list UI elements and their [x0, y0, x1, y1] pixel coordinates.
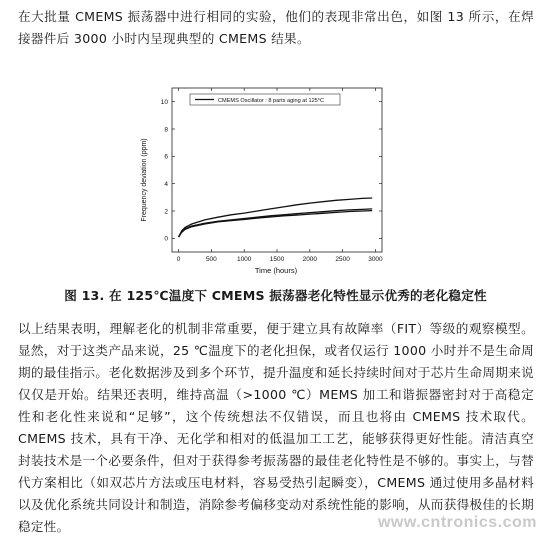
- x-tick-label: 500: [205, 256, 217, 263]
- legend-label: CMEMS Oscillator : 8 parts aging at 125°C: [218, 98, 325, 104]
- chart-legend: [190, 94, 340, 105]
- intro-paragraph: 在大批量 CMEMS 振荡器中进行相同的实验，他们的表现非常出色，如图 13 所示，在焊接器件后 3000 小时内呈现典型的 CMEMS 结果。: [18, 9, 534, 46]
- y-axis-label: Frequency deviation (ppm): [141, 138, 148, 222]
- x-tick-label: 2000: [302, 256, 318, 263]
- chart-ticks: [161, 88, 383, 263]
- chart-series: [179, 198, 373, 237]
- body-paragraph: 以上结果表明，理解老化的机制非常重要，便于建立具有故障率（FIT）等级的观察模型。显然，对于这类产品来说，25 ℃温度下的老化担保，或者仅运行 1000 小时并不是生命周期的最佳指示。老化数据涉及到多个环节，提升温度和延长持续时间对于芯片生命周期来说仅仅是开始。结果还表明，维持高温（>1000 ℃）MEMS 加工和谐振器密封对于高稳定性和老化性来说和“足够”，这个传统想法不仅错误，而且也将由 CMEMS 技术取代。CMEMS 技术，具有干净、无化学和相对的低温加工工艺，能够获得更好性能。清洁真空封装技术是一个必要条件，但对于获得参考振荡器的最佳老化特性是不够的。事实上，与替代方案相比（如双芯片方法或压电材料，容易受热引起瞬变），CMEMS 通过使用多晶材料以及优化系统共同设计和制造，消除参考偏移变动对系统性能的影响，从而获得极佳的长期稳定性。: [18, 321, 534, 534]
- plot-frame: [172, 88, 382, 252]
- y-tick-label: 8: [164, 126, 168, 134]
- x-tick-label: 3000: [368, 256, 383, 263]
- figure-caption: 图 13. 在 125℃温度下 CMEMS 振荡器老化特性显示优秀的老化稳定性: [64, 288, 487, 303]
- y-tick-label: 0: [164, 235, 168, 243]
- x-tick-label: 1000: [236, 256, 252, 263]
- aging-chart: [120, 80, 390, 278]
- y-tick-label: 6: [164, 153, 168, 161]
- x-axis-label: Time (hours): [254, 266, 298, 275]
- x-tick-label: 1500: [269, 256, 285, 263]
- chart-axes: [172, 88, 382, 252]
- series-line-1: [179, 198, 373, 237]
- y-tick-label: 4: [164, 180, 168, 188]
- x-tick-label: 2500: [335, 256, 350, 263]
- y-tick-label: 2: [164, 208, 168, 216]
- site-watermark: www.cntronics.com: [377, 514, 537, 531]
- x-tick-label: 0: [176, 256, 181, 263]
- aging-figure: [120, 80, 390, 278]
- series-line-3: [179, 211, 373, 237]
- y-tick-label: 10: [160, 98, 168, 106]
